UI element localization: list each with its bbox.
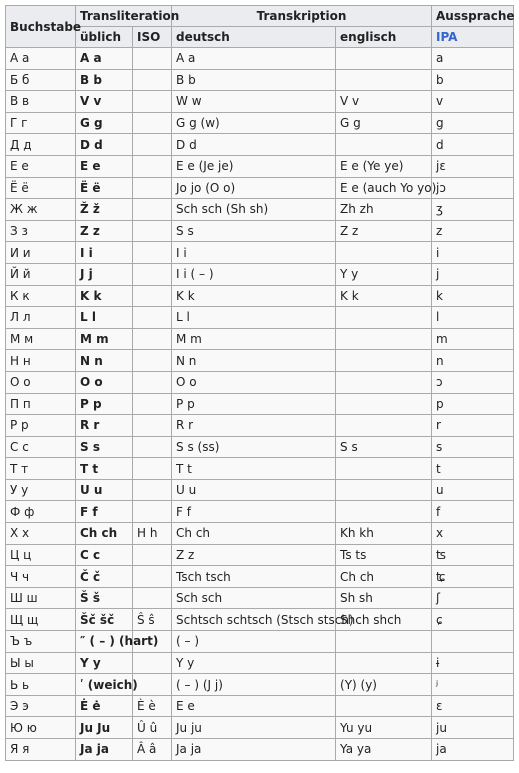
table-row bbox=[6, 134, 514, 156]
cell-deutsch: Jo jo (O o) bbox=[172, 178, 336, 200]
cell-ueblich: N n bbox=[76, 350, 133, 372]
cell-englisch bbox=[336, 480, 432, 502]
table-row bbox=[6, 286, 514, 308]
cell-deutsch: M m bbox=[172, 329, 336, 351]
cell-englisch bbox=[336, 696, 432, 718]
cell-englisch bbox=[336, 48, 432, 70]
cell-englisch: Ya ya bbox=[336, 739, 432, 761]
cell-deutsch: S s bbox=[172, 221, 336, 243]
cell-ipa: ɔ bbox=[432, 372, 514, 394]
cell-ipa: ʒ bbox=[432, 199, 514, 221]
cell-ipa: b bbox=[432, 70, 514, 92]
cell-letter: Й й bbox=[6, 264, 76, 286]
table-row bbox=[6, 501, 514, 523]
cell-iso bbox=[133, 329, 172, 351]
cell-deutsch: I i ( – ) bbox=[172, 264, 336, 286]
cell-ipa: p bbox=[432, 394, 514, 416]
table-row bbox=[6, 307, 514, 329]
cell-englisch: Y y bbox=[336, 264, 432, 286]
cell-letter: К к bbox=[6, 286, 76, 308]
cell-englisch bbox=[336, 372, 432, 394]
cell-deutsch: S s (ss) bbox=[172, 437, 336, 459]
cell-deutsch: Ch ch bbox=[172, 523, 336, 545]
cell-ueblich: Ja ja bbox=[76, 739, 133, 761]
header-transkription: Transkription bbox=[172, 6, 432, 27]
cell-letter: Ъ ъ bbox=[6, 631, 76, 653]
cell-letter: Ю ю bbox=[6, 717, 76, 739]
cell-iso bbox=[133, 70, 172, 92]
table-row bbox=[6, 394, 514, 416]
cell-ueblich: Ė ė bbox=[76, 696, 133, 718]
cell-iso bbox=[133, 178, 172, 200]
table-header bbox=[6, 6, 514, 48]
cell-iso: Û û bbox=[133, 717, 172, 739]
cell-deutsch: I i bbox=[172, 242, 336, 264]
cell-englisch bbox=[336, 307, 432, 329]
cell-ueblich: A a bbox=[76, 48, 133, 70]
table-row bbox=[6, 545, 514, 567]
table-row bbox=[6, 48, 514, 70]
cell-iso bbox=[133, 307, 172, 329]
cell-ueblich: Ju Ju bbox=[76, 717, 133, 739]
cell-deutsch: ( – ) (J j) bbox=[172, 674, 336, 696]
cell-ueblich: V v bbox=[76, 91, 133, 113]
cell-ueblich: Z z bbox=[76, 221, 133, 243]
cell-letter: Х х bbox=[6, 523, 76, 545]
cell-iso bbox=[133, 48, 172, 70]
cell-iso bbox=[133, 156, 172, 178]
cell-englisch bbox=[336, 653, 432, 675]
cell-letter: Р р bbox=[6, 415, 76, 437]
cell-englisch: Zh zh bbox=[336, 199, 432, 221]
cell-letter: Е е bbox=[6, 156, 76, 178]
cell-ipa: v bbox=[432, 91, 514, 113]
cell-ueblich: T t bbox=[76, 458, 133, 480]
cell-iso bbox=[133, 394, 172, 416]
cell-iso bbox=[133, 113, 172, 135]
cell-englisch: Sh sh bbox=[336, 588, 432, 610]
cell-ueblich: U u bbox=[76, 480, 133, 502]
cell-englisch: Ch ch bbox=[336, 566, 432, 588]
cell-ipa bbox=[432, 631, 514, 653]
cell-ueblich: I i bbox=[76, 242, 133, 264]
table-row bbox=[6, 199, 514, 221]
cell-letter: Ф ф bbox=[6, 501, 76, 523]
cell-ueblich: K k bbox=[76, 286, 133, 308]
cell-ueblich: Ë ë bbox=[76, 178, 133, 200]
header-row-top bbox=[6, 6, 514, 27]
cell-ipa: ɨ bbox=[432, 653, 514, 675]
cell-iso bbox=[133, 415, 172, 437]
cell-ueblich: Ch ch bbox=[76, 523, 133, 545]
cell-ipa: g bbox=[432, 113, 514, 135]
cell-englisch bbox=[336, 394, 432, 416]
cell-deutsch: G g (w) bbox=[172, 113, 336, 135]
cell-letter: И и bbox=[6, 242, 76, 264]
cell-letter: Ш ш bbox=[6, 588, 76, 610]
cell-ueblich: G g bbox=[76, 113, 133, 135]
cell-ipa: k bbox=[432, 286, 514, 308]
cell-letter: О о bbox=[6, 372, 76, 394]
cell-deutsch: Sch sch bbox=[172, 588, 336, 610]
cell-ueblich: R r bbox=[76, 415, 133, 437]
cell-ipa: jɔ bbox=[432, 178, 514, 200]
table-row bbox=[6, 480, 514, 502]
cell-ueblich: ʹ (weich) bbox=[76, 674, 133, 696]
cell-englisch: Kh kh bbox=[336, 523, 432, 545]
cell-ipa: ʲ bbox=[432, 674, 514, 696]
table-row bbox=[6, 458, 514, 480]
cell-ueblich: D d bbox=[76, 134, 133, 156]
cell-letter: П п bbox=[6, 394, 76, 416]
cell-englisch: Z z bbox=[336, 221, 432, 243]
cell-iso bbox=[133, 286, 172, 308]
cell-ipa: ja bbox=[432, 739, 514, 761]
cell-deutsch: E e (Je je) bbox=[172, 156, 336, 178]
table-row bbox=[6, 653, 514, 675]
cell-ueblich: P p bbox=[76, 394, 133, 416]
cell-iso bbox=[133, 264, 172, 286]
cell-ipa: ju bbox=[432, 717, 514, 739]
cell-deutsch: K k bbox=[172, 286, 336, 308]
cell-letter: Щ щ bbox=[6, 609, 76, 631]
cell-iso bbox=[133, 545, 172, 567]
cell-deutsch: Tsch tsch bbox=[172, 566, 336, 588]
cell-letter: Н н bbox=[6, 350, 76, 372]
header-aussprache: Aussprache bbox=[432, 6, 514, 27]
cell-ueblich: L l bbox=[76, 307, 133, 329]
cell-deutsch: N n bbox=[172, 350, 336, 372]
table-body bbox=[6, 48, 514, 761]
cell-iso bbox=[133, 653, 172, 675]
cell-englisch: S s bbox=[336, 437, 432, 459]
header-ipa: IPA bbox=[432, 27, 514, 48]
cell-ipa: l bbox=[432, 307, 514, 329]
cell-iso: Ŝ ŝ bbox=[133, 609, 172, 631]
cell-ipa: s bbox=[432, 437, 514, 459]
cell-ueblich: C c bbox=[76, 545, 133, 567]
cell-iso bbox=[133, 458, 172, 480]
table-row bbox=[6, 739, 514, 761]
cell-letter: Ж ж bbox=[6, 199, 76, 221]
cell-englisch bbox=[336, 70, 432, 92]
cell-iso bbox=[133, 350, 172, 372]
cell-deutsch: F f bbox=[172, 501, 336, 523]
table-row bbox=[6, 221, 514, 243]
header-deutsch: deutsch bbox=[172, 27, 336, 48]
cell-letter: Т т bbox=[6, 458, 76, 480]
cell-englisch: Shch shch bbox=[336, 609, 432, 631]
table-row bbox=[6, 566, 514, 588]
cell-deutsch: Sch sch (Sh sh) bbox=[172, 199, 336, 221]
cell-letter: М м bbox=[6, 329, 76, 351]
cell-iso: È è bbox=[133, 696, 172, 718]
cell-englisch: Yu yu bbox=[336, 717, 432, 739]
table-row bbox=[6, 329, 514, 351]
cell-deutsch: Schtsch schtsch (Stsch stsch) bbox=[172, 609, 336, 631]
cell-letter: Д д bbox=[6, 134, 76, 156]
cell-ipa: r bbox=[432, 415, 514, 437]
cell-ipa: n bbox=[432, 350, 514, 372]
table-row bbox=[6, 523, 514, 545]
cell-letter: Ы ы bbox=[6, 653, 76, 675]
cell-iso bbox=[133, 134, 172, 156]
table-row bbox=[6, 437, 514, 459]
cell-letter: Я я bbox=[6, 739, 76, 761]
cell-iso bbox=[133, 372, 172, 394]
cell-iso bbox=[133, 588, 172, 610]
table-row bbox=[6, 696, 514, 718]
cell-ipa: i bbox=[432, 242, 514, 264]
cell-deutsch: R r bbox=[172, 415, 336, 437]
cell-deutsch: B b bbox=[172, 70, 336, 92]
cell-englisch bbox=[336, 134, 432, 156]
cell-englisch: G g bbox=[336, 113, 432, 135]
cell-ipa: j bbox=[432, 264, 514, 286]
cell-deutsch: O o bbox=[172, 372, 336, 394]
table-row bbox=[6, 372, 514, 394]
cell-deutsch: Ju ju bbox=[172, 717, 336, 739]
cell-letter: З з bbox=[6, 221, 76, 243]
cell-ipa: z bbox=[432, 221, 514, 243]
cell-englisch: Ts ts bbox=[336, 545, 432, 567]
cell-ueblich: E e bbox=[76, 156, 133, 178]
cell-englisch: V v bbox=[336, 91, 432, 113]
cell-ueblich: J j bbox=[76, 264, 133, 286]
cell-letter: Б б bbox=[6, 70, 76, 92]
cell-deutsch: W w bbox=[172, 91, 336, 113]
cell-englisch bbox=[336, 350, 432, 372]
cell-iso bbox=[133, 242, 172, 264]
cell-englisch bbox=[336, 242, 432, 264]
cell-ueblich: S s bbox=[76, 437, 133, 459]
cell-letter: Ь ь bbox=[6, 674, 76, 696]
cell-englisch bbox=[336, 501, 432, 523]
cell-ipa: jɛ bbox=[432, 156, 514, 178]
cell-deutsch: P p bbox=[172, 394, 336, 416]
cell-letter: Э э bbox=[6, 696, 76, 718]
cell-iso bbox=[133, 91, 172, 113]
cell-letter: Ц ц bbox=[6, 545, 76, 567]
cell-iso: H h bbox=[133, 523, 172, 545]
cell-letter: С с bbox=[6, 437, 76, 459]
table-row bbox=[6, 631, 514, 653]
table-row bbox=[6, 588, 514, 610]
cell-iso: Â â bbox=[133, 739, 172, 761]
cell-iso bbox=[133, 566, 172, 588]
table-row bbox=[6, 350, 514, 372]
cell-ipa: d bbox=[432, 134, 514, 156]
cell-deutsch: U u bbox=[172, 480, 336, 502]
cell-iso bbox=[133, 480, 172, 502]
table-row bbox=[6, 113, 514, 135]
cell-ipa: x bbox=[432, 523, 514, 545]
cell-iso bbox=[133, 437, 172, 459]
cell-ueblich: M m bbox=[76, 329, 133, 351]
table-row bbox=[6, 242, 514, 264]
cell-ipa: ɕ bbox=[432, 609, 514, 631]
cell-letter: В в bbox=[6, 91, 76, 113]
cell-letter: Л л bbox=[6, 307, 76, 329]
cell-letter: Г г bbox=[6, 113, 76, 135]
cell-ueblich: Šč šč bbox=[76, 609, 133, 631]
cell-deutsch: A a bbox=[172, 48, 336, 70]
cell-ipa: ʦ bbox=[432, 545, 514, 567]
cell-englisch bbox=[336, 631, 432, 653]
cell-deutsch: D d bbox=[172, 134, 336, 156]
cell-iso bbox=[133, 674, 172, 696]
cell-englisch bbox=[336, 329, 432, 351]
table-row bbox=[6, 264, 514, 286]
cell-ueblich: ″ ( – ) (hart) bbox=[76, 631, 133, 653]
table-row bbox=[6, 156, 514, 178]
table-row bbox=[6, 717, 514, 739]
cell-ipa: ʨ bbox=[432, 566, 514, 588]
table-row bbox=[6, 415, 514, 437]
cell-deutsch: Y y bbox=[172, 653, 336, 675]
cell-iso bbox=[133, 501, 172, 523]
cell-ipa: a bbox=[432, 48, 514, 70]
cell-letter: Ч ч bbox=[6, 566, 76, 588]
table-row bbox=[6, 609, 514, 631]
cell-deutsch: E e bbox=[172, 696, 336, 718]
transliteration-table bbox=[5, 5, 514, 761]
cell-ipa: ʃ bbox=[432, 588, 514, 610]
cell-ueblich: O o bbox=[76, 372, 133, 394]
table-row bbox=[6, 91, 514, 113]
cell-englisch: (Y) (y) bbox=[336, 674, 432, 696]
cell-ueblich: B b bbox=[76, 70, 133, 92]
cell-ueblich: Ž ž bbox=[76, 199, 133, 221]
cell-deutsch: Ja ja bbox=[172, 739, 336, 761]
cell-deutsch: T t bbox=[172, 458, 336, 480]
table-row bbox=[6, 70, 514, 92]
table-row bbox=[6, 674, 514, 696]
cell-letter: А а bbox=[6, 48, 76, 70]
cell-ueblich: Š š bbox=[76, 588, 133, 610]
cell-englisch: E e (Ye ye) bbox=[336, 156, 432, 178]
cell-ueblich: F f bbox=[76, 501, 133, 523]
header-englisch: englisch bbox=[336, 27, 432, 48]
cell-englisch bbox=[336, 458, 432, 480]
header-buchstabe: Buchstabe bbox=[6, 6, 76, 48]
cell-englisch bbox=[336, 415, 432, 437]
cell-ipa: u bbox=[432, 480, 514, 502]
cell-letter: У у bbox=[6, 480, 76, 502]
cell-ueblich: Č č bbox=[76, 566, 133, 588]
cell-englisch: K k bbox=[336, 286, 432, 308]
cell-ipa: ɛ bbox=[432, 696, 514, 718]
cell-ipa: f bbox=[432, 501, 514, 523]
table-row bbox=[6, 178, 514, 200]
header-iso: ISO bbox=[133, 27, 172, 48]
header-transliteration: Transliteration bbox=[76, 6, 172, 27]
cell-deutsch: L l bbox=[172, 307, 336, 329]
cell-letter: Ё ё bbox=[6, 178, 76, 200]
cell-deutsch: ( – ) bbox=[172, 631, 336, 653]
cell-englisch: E e (auch Yo yo) bbox=[336, 178, 432, 200]
cell-iso bbox=[133, 199, 172, 221]
cell-iso bbox=[133, 221, 172, 243]
cell-ipa: t bbox=[432, 458, 514, 480]
cell-ipa: m bbox=[432, 329, 514, 351]
cell-deutsch: Z z bbox=[172, 545, 336, 567]
header-ueblich: üblich bbox=[76, 27, 133, 48]
cell-ueblich: Y y bbox=[76, 653, 133, 675]
header-row-sub bbox=[6, 27, 514, 48]
